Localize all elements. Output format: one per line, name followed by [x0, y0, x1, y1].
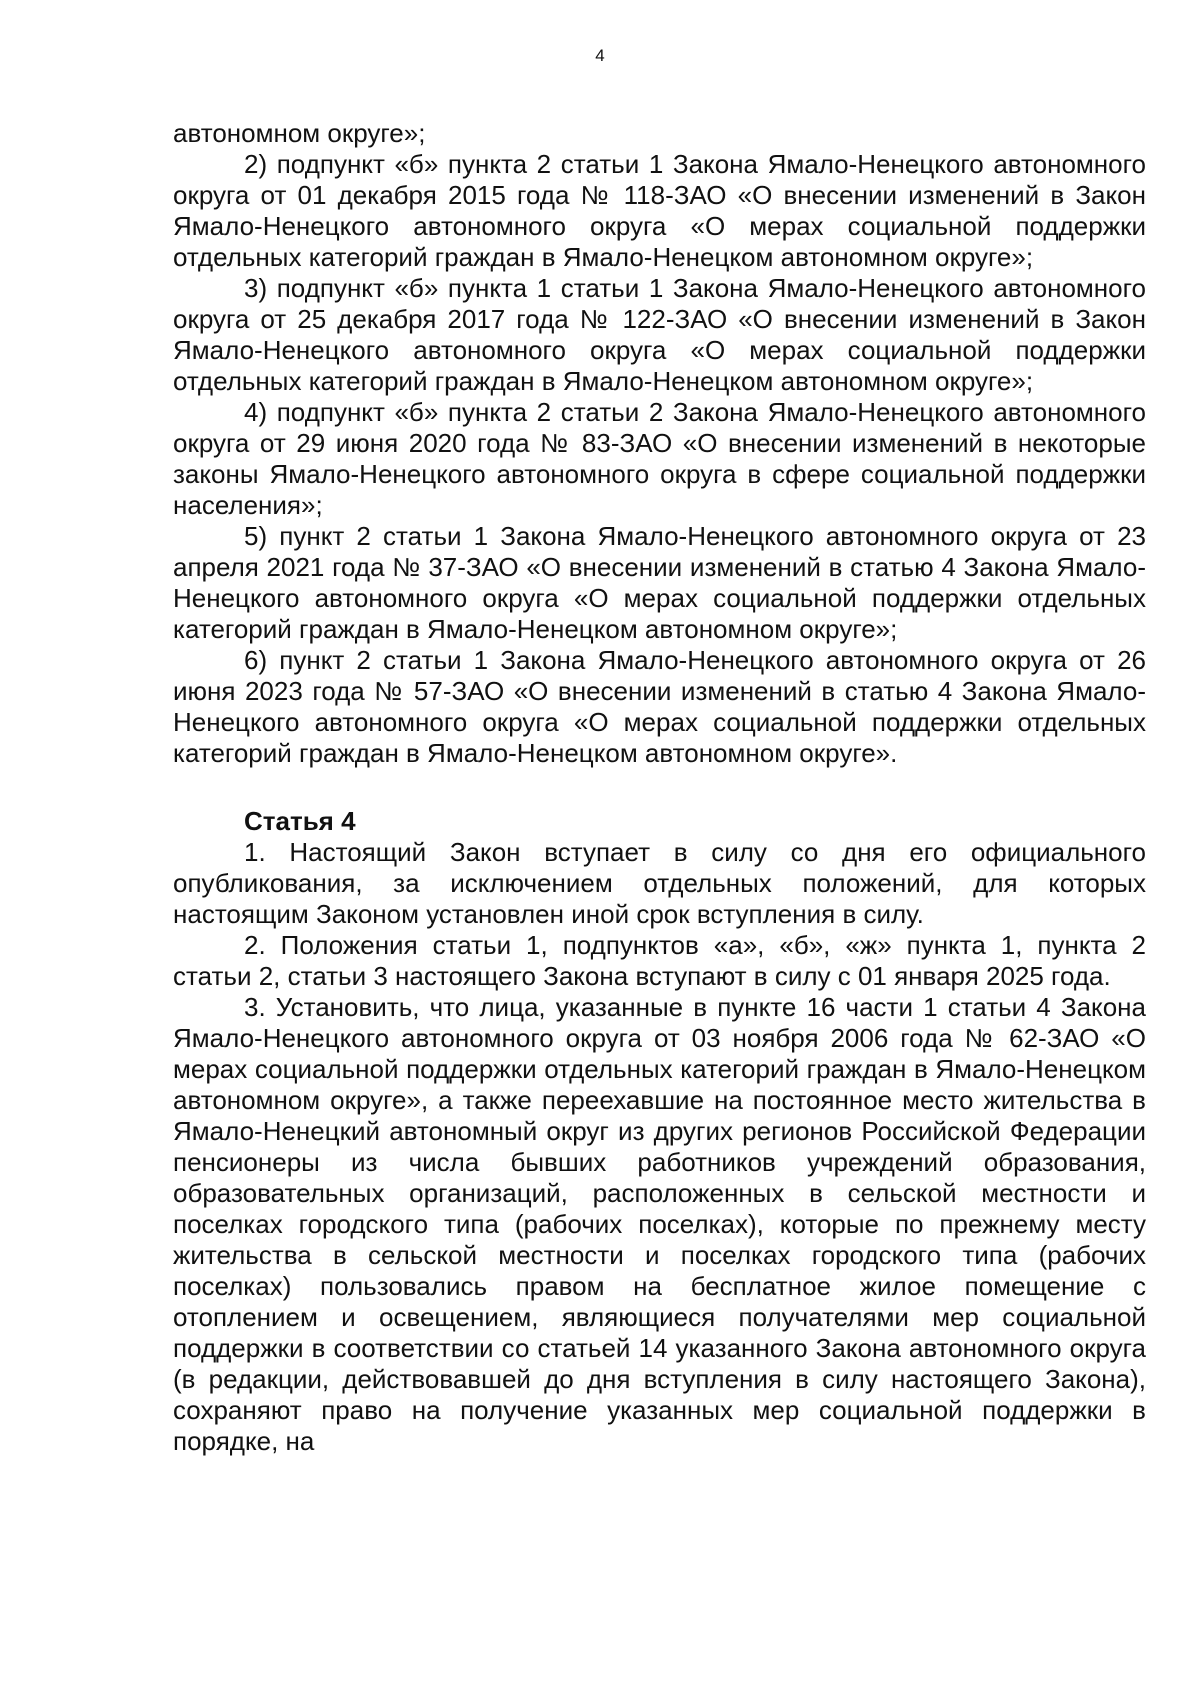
list-item-5: 5) пункт 2 статьи 1 Закона Ямало-Ненецкого автономного округа от 23 апреля 2021 года № 37-ЗАО «О внесении изменений в статью 4 Закона Ямало-Ненецкого автономного округа «О мерах социальной поддержки отдельных категорий граждан в Ямало-Ненецком автономном округе»; — [173, 521, 1146, 644]
article-paragraph-2: 2. Положения статьи 1, подпунктов «а», «б», «ж» пункта 1, пункта 2 статьи 2, статьи 3 настоящего Закона вступают в силу с 01 января 2025 года. — [173, 930, 1146, 991]
list-item-6: 6) пункт 2 статьи 1 Закона Ямало-Ненецкого автономного округа от 26 июня 2023 года № 57-ЗАО «О внесении изменений в статью 4 Закона Ямало-Ненецкого автономного округа «О мерах социальной поддержки отдельных категорий граждан в Ямало-Ненецком автономном округе». — [173, 645, 1146, 768]
article-paragraph-1: 1. Настоящий Закон вступает в силу со дня его официального опубликования, за исключением отдельных положений, для которых настоящим Законом установлен иной срок вступления в силу. — [173, 837, 1146, 929]
article-paragraph-3: 3. Установить, что лица, указанные в пункте 16 части 1 статьи 4 Закона Ямало-Ненецкого автономного округа от 03 ноября 2006 года № 62-ЗАО «О мерах социальной поддержки отдельных категорий граждан в Ямало-Ненецком автономном округе», а также переехавшие на постоянное место жительства в Ямало-Ненецкий автономный округ из других регионов Российской Федерации пенсионеры из числа бывших работников учреждений образования, образовательных организаций, расположенных в сельской местности и поселках городского типа (рабочих поселках), которые по прежнему месту жительства в сельской местности и поселках городского типа (рабочих поселках) пользовались правом на бесплатное жилое помещение с отоплением и освещением, являющиеся получателями мер социальной поддержки в соответствии со статьей 14 указанного Закона автономного округа (в редакции, действовавшей до дня вступления в силу настоящего Закона), сохраняют право на получение указанных мер социальной поддержки в порядке, на — [173, 992, 1146, 1456]
paragraph-continuation: автономном округе»; — [173, 118, 426, 148]
list-item-3: 3) подпункт «б» пункта 1 статьи 1 Закона Ямало-Ненецкого автономного округа от 25 декабря 2017 года № 122-ЗАО «О внесении изменений в Закон Ямало-Ненецкого автономного округа «О мерах социальной поддержки отдельных категорий граждан в Ямало-Ненецком автономном округе»; — [173, 273, 1146, 396]
article-heading: Статья 4 — [244, 806, 356, 836]
list-item-4: 4) подпункт «б» пункта 2 статьи 2 Закона Ямало-Ненецкого автономного округа от 29 июня 2020 года № 83-ЗАО «О внесении изменений в некоторые законы Ямало-Ненецкого автономного округа в сфере социальной поддержки населения»; — [173, 397, 1146, 520]
page-number: 4 — [595, 46, 605, 65]
list-item-2: 2) подпункт «б» пункта 2 статьи 1 Закона Ямало-Ненецкого автономного округа от 01 декабря 2015 года № 118-ЗАО «О внесении изменений в Закон Ямало-Ненецкого автономного округа «О мерах социальной поддержки отдельных категорий граждан в Ямало-Ненецком автономном округе»; — [173, 149, 1146, 272]
document-body — [173, 118, 1146, 1457]
